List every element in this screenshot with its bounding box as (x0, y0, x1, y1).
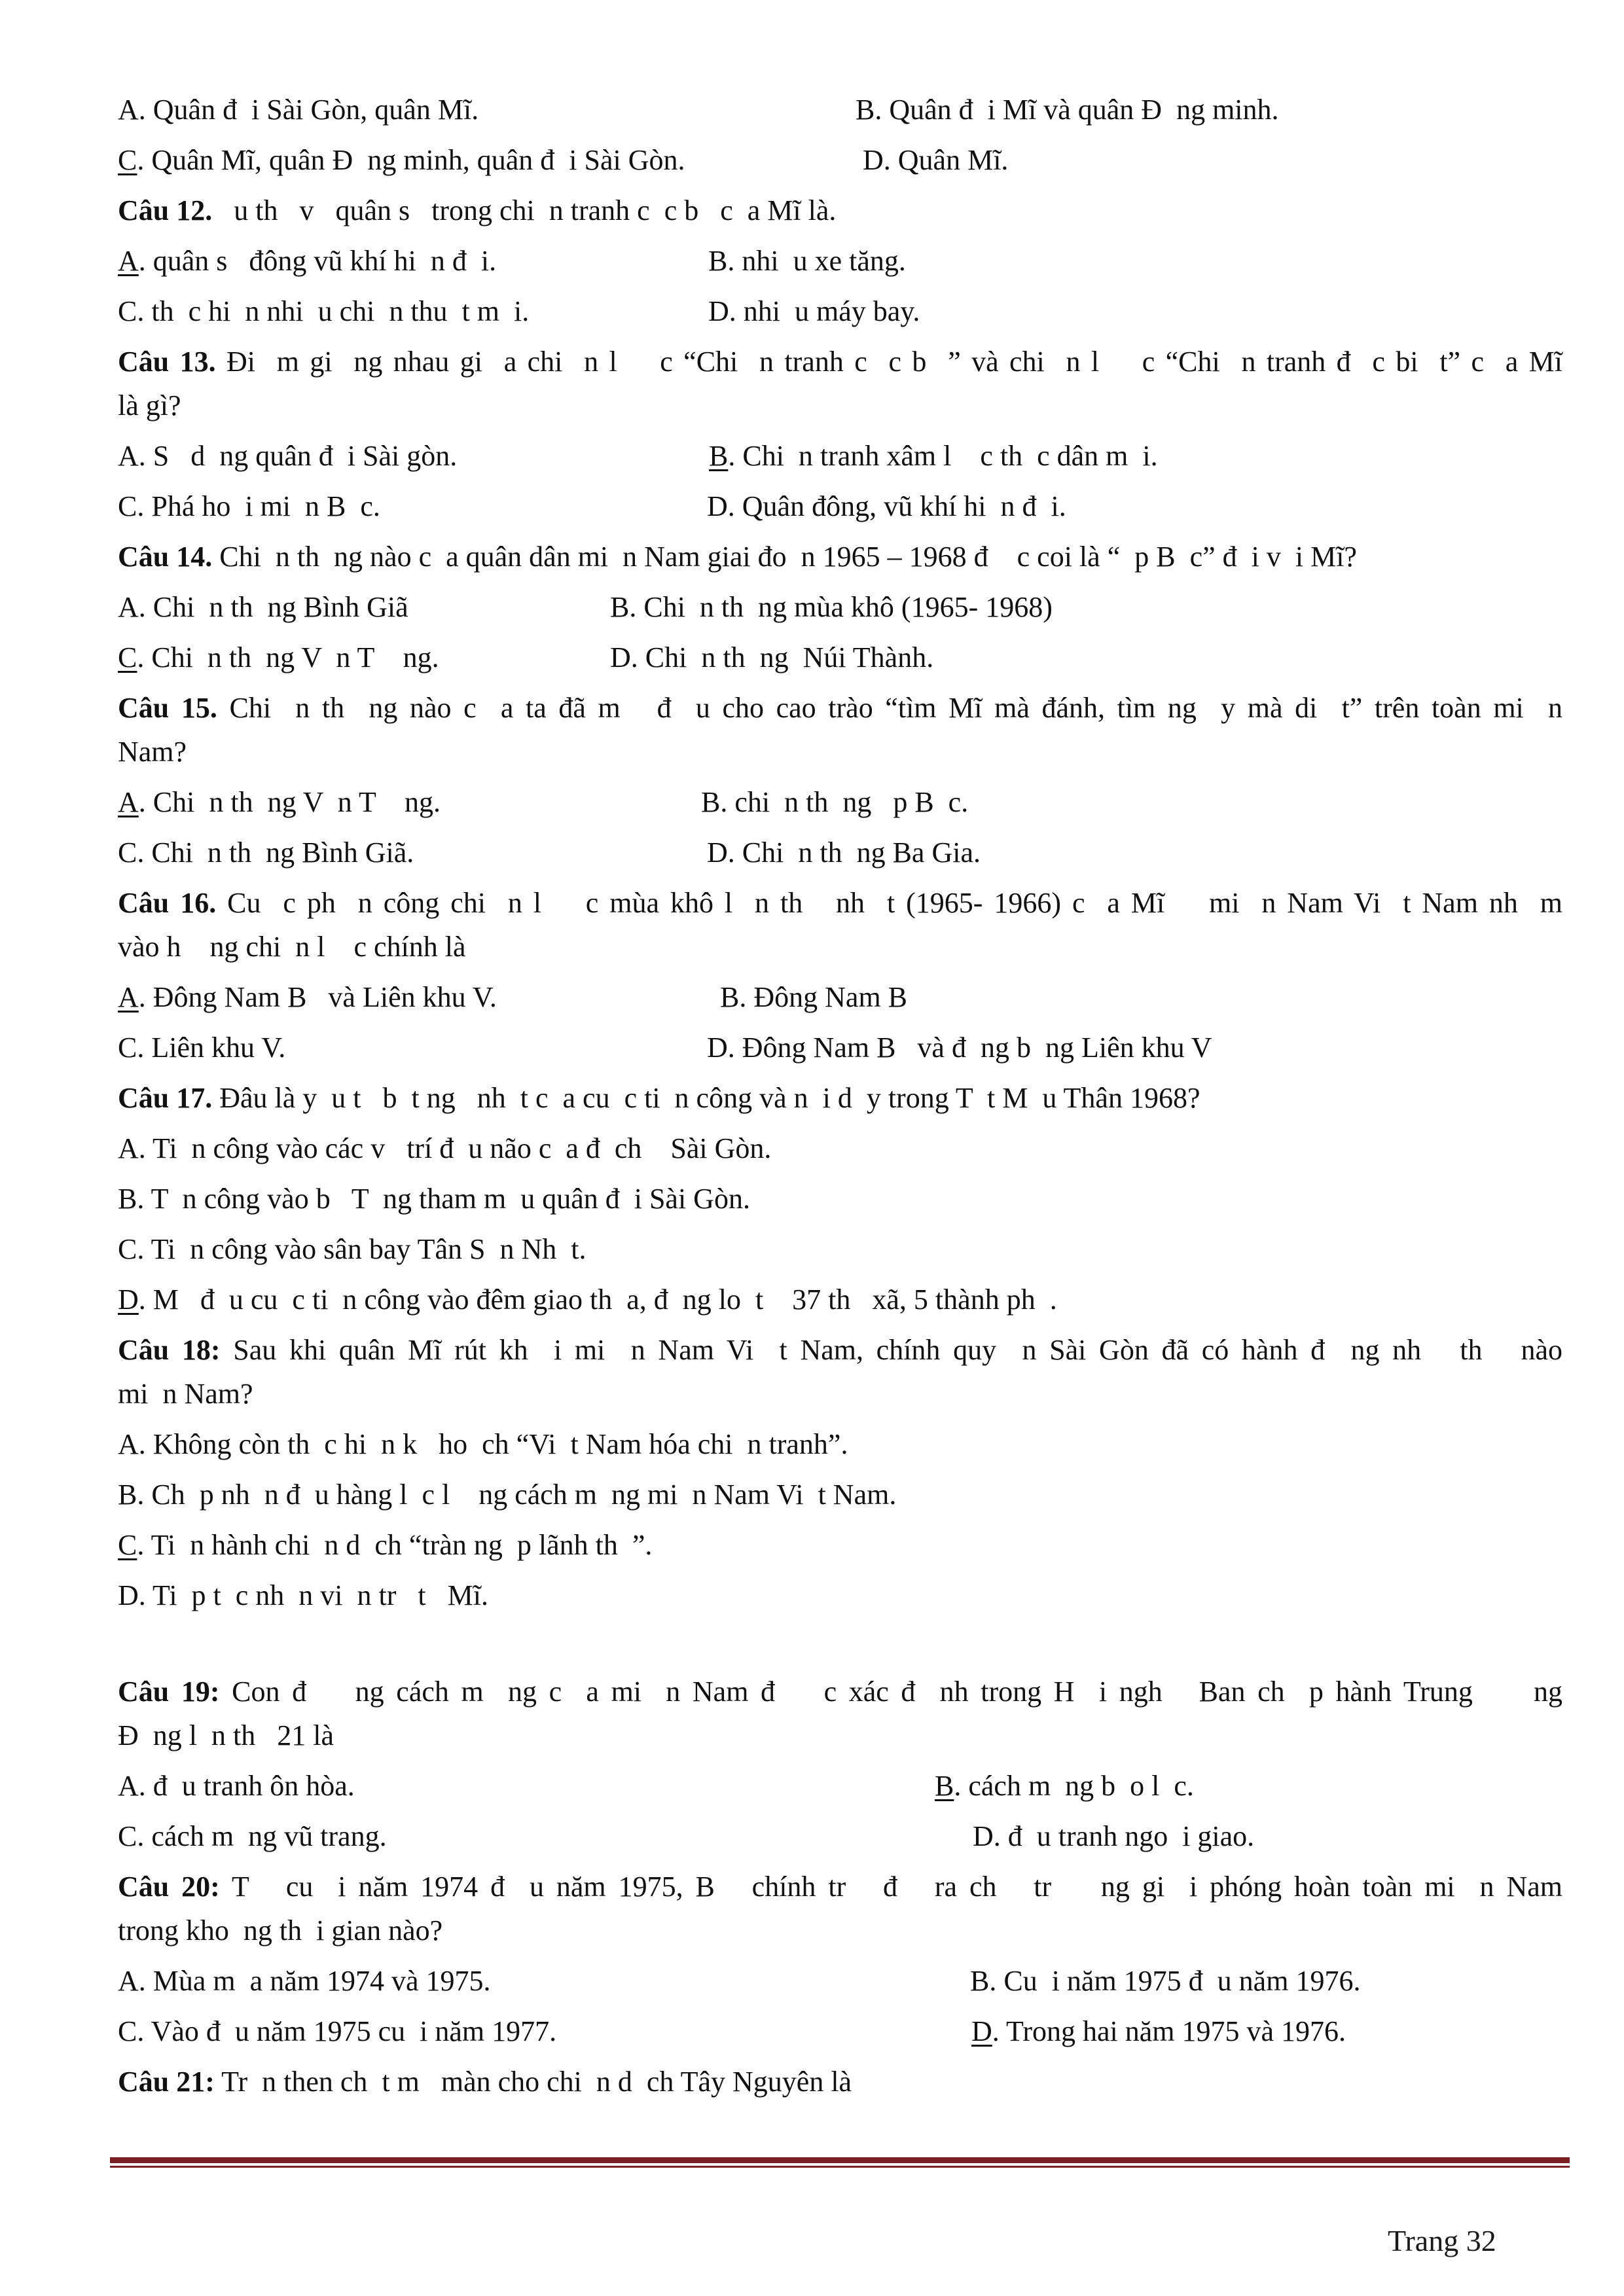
option-b (118, 1177, 750, 1221)
option-c (118, 1814, 973, 1858)
question-label: Câu 16. (118, 887, 217, 919)
question-text: Cu c ph n công chi n l c mùa khô l n th nh t (1965- 1966) c a Mĩ mi n Nam Vi t Nam nh m (227, 887, 1563, 919)
option-c (118, 138, 863, 182)
option-c (118, 2009, 971, 2053)
option-text: . cách m ng b o l c. (954, 1770, 1194, 1802)
option-b (970, 1959, 1360, 2003)
answer-row (118, 2009, 1562, 2053)
answer-row (118, 1227, 1562, 1271)
option-a (118, 975, 720, 1019)
option-text: . S d ng quân đ i Sài gòn. (138, 440, 458, 472)
option-text: . Vào đ u năm 1975 cu i năm 1977. (137, 2015, 557, 2047)
option-key: C (118, 836, 137, 869)
option-key: C (118, 295, 137, 327)
option-text: . Cu i năm 1975 đ u năm 1976. (989, 1965, 1361, 1997)
option-key: B (118, 1183, 137, 1215)
option-b (709, 434, 1158, 478)
option-d (707, 831, 981, 874)
option-b (701, 780, 968, 824)
option-b (856, 88, 1279, 132)
option-b (720, 975, 907, 1019)
option-key: B (970, 1965, 990, 1997)
option-d (610, 636, 933, 679)
question-line (118, 1670, 1562, 1713)
question-line (118, 1372, 1562, 1416)
option-key: A (118, 591, 139, 623)
answer-row (118, 289, 1562, 333)
option-c (118, 636, 610, 679)
option-b (118, 1473, 896, 1516)
question-text: u th v quân s trong chi n tranh c c b c a Mĩ là. (219, 194, 837, 226)
option-text: . T n công vào b T ng tham m u quân đ i Sài Gòn. (137, 1183, 750, 1215)
option-a (118, 1959, 970, 2003)
option-key: D (118, 1579, 139, 1611)
question-18 (118, 1328, 1562, 1416)
option-c (118, 484, 707, 528)
option-key: A (118, 1770, 139, 1802)
option-text: . Mùa m a năm 1974 và 1975. (138, 1965, 491, 1997)
option-text: . Chi n th ng V n T ng. (137, 641, 439, 673)
option-a (118, 88, 856, 132)
option-text: . quân s đông vũ khí hi n đ i. (138, 245, 497, 277)
answer-row (118, 1177, 1562, 1221)
question-label: Câu 19: (118, 1676, 220, 1708)
answer-row (118, 1523, 1562, 1567)
option-key: C (118, 1529, 137, 1561)
option-text: . Quân đ i Sài Gòn, quân Mĩ. (138, 94, 479, 126)
footer-rule (110, 2157, 1570, 2163)
option-a (118, 239, 708, 283)
question-line (118, 925, 1562, 969)
question-20 (118, 1865, 1562, 1952)
option-key: B (708, 245, 728, 277)
question-text: Đâu là y u t b t ng nh t c a cu c ti n công và n i d y trong T t M u Thân 1968? (219, 1082, 1200, 1114)
option-text: . Liên khu V. (137, 1031, 286, 1064)
option-key: D (707, 836, 728, 869)
question-16 (118, 881, 1562, 969)
option-key: C (118, 2015, 137, 2047)
option-key: B (720, 981, 740, 1013)
page-number: Trang 32 (1388, 2224, 1496, 2257)
option-key: A (118, 245, 139, 277)
question-label: Câu 17. (118, 1082, 213, 1114)
question-line (118, 1909, 1562, 1952)
option-b (708, 239, 906, 283)
option-key: B (610, 591, 630, 623)
option-text: . đ u tranh ôn hòa. (138, 1770, 355, 1802)
question-line (118, 730, 1562, 774)
footer-rule-thin (110, 2166, 1570, 2168)
option-d (863, 138, 1008, 182)
question-label: Câu 13. (118, 346, 216, 378)
option-key: D (707, 490, 728, 522)
option-a (118, 585, 610, 629)
option-text: . Quân đông, vũ khí hi n đ i. (727, 490, 1066, 522)
answer-row (118, 239, 1562, 283)
document-body (118, 88, 1562, 2110)
option-key: D (973, 1820, 994, 1852)
question-13 (118, 340, 1562, 427)
question-line (118, 535, 1562, 579)
option-text: . Chi n th ng V n T ng. (138, 786, 441, 818)
option-key: D (610, 641, 631, 673)
answer-row (118, 1422, 1562, 1466)
question-line (118, 2060, 1562, 2104)
option-key: C (118, 1233, 137, 1265)
question-line (118, 686, 1562, 730)
option-c (118, 1227, 586, 1271)
option-key: D (707, 1031, 728, 1064)
option-d (118, 1278, 1057, 1321)
question-text: Con đ ng cách m ng c a mi n Nam đ c xác đ nh trong H i ngh Ban ch p hành Trung ng (232, 1676, 1562, 1708)
option-key: D (708, 295, 729, 327)
question-label: Câu 15. (118, 692, 217, 724)
option-key: D (971, 2015, 992, 2047)
question-21 (118, 2060, 1562, 2104)
question-text: Nam? (118, 736, 187, 768)
question-line (118, 340, 1562, 384)
option-key: C (118, 641, 137, 673)
question-text: trong kho ng th i gian nào? (118, 1914, 443, 1946)
question-12 (118, 188, 1562, 232)
option-text: . Quân Mĩ. (883, 144, 1009, 176)
answer-row (118, 780, 1562, 824)
answer-row (118, 975, 1562, 1019)
option-text: . Đông Nam B và đ ng b ng Liên khu V (727, 1031, 1212, 1064)
option-d (707, 484, 1066, 528)
question-text: là gì? (118, 389, 181, 422)
option-text: . Ti n công vào sân bay Tân S n Nh t. (137, 1233, 586, 1265)
option-text: . Trong hai năm 1975 và 1976. (992, 2015, 1346, 2047)
option-d (973, 1814, 1254, 1858)
option-c (118, 831, 707, 874)
option-text: . Phá ho i mi n B c. (137, 490, 380, 522)
option-text: . Ch p nh n đ u hàng l c l ng cách m ng mi n Nam Vi t Nam. (137, 1479, 897, 1511)
option-key: A (118, 1132, 139, 1164)
option-key: A (118, 981, 139, 1013)
option-d (708, 289, 920, 333)
question-line (118, 188, 1562, 232)
option-key: C (118, 1820, 137, 1852)
option-key: B (118, 1479, 137, 1511)
answer-row (118, 831, 1562, 874)
answer-row (118, 138, 1562, 182)
answer-row (118, 1126, 1562, 1170)
answer-row (118, 636, 1562, 679)
option-key: A (118, 440, 139, 472)
question-text: Đ ng l n th 21 là (118, 1719, 334, 1751)
option-key: D (863, 144, 884, 176)
question-label: Câu 21: (118, 2066, 215, 2098)
option-key: C (118, 490, 137, 522)
option-key: B (856, 94, 875, 126)
option-text: . Không còn th c hi n k ho ch “Vi t Nam hóa chi n tranh”. (138, 1428, 848, 1460)
option-key: A (118, 94, 139, 126)
answer-row (118, 1573, 1562, 1617)
option-d (707, 1026, 1212, 1069)
answer-row (118, 1814, 1562, 1858)
option-a (118, 434, 709, 478)
option-text: . Chi n th ng mùa khô (1965- 1968) (629, 591, 1053, 623)
question-label: Câu 12. (118, 194, 213, 226)
option-b (610, 585, 1053, 629)
question-text: Sau khi quân Mĩ rút kh i mi n Nam Vi t Nam, chính quy n Sài Gòn đã có hành đ ng nh th nào (233, 1334, 1563, 1366)
answer-row (118, 1473, 1562, 1516)
option-text: . Chi n th ng Núi Thành. (630, 641, 934, 673)
question-text: mi n Nam? (118, 1378, 253, 1410)
question-text: vào h ng chi n l c chính là (118, 931, 466, 963)
option-key: D (118, 1283, 139, 1316)
question-text: T cu i năm 1974 đ u năm 1975, B chính tr đ ra ch tr ng gi i phóng hoàn toàn mi n Nam (232, 1871, 1562, 1903)
option-text: . Đông Nam B (739, 981, 908, 1013)
option-c (118, 1523, 652, 1567)
option-text: . th c hi n nhi u chi n thu t m i. (137, 295, 530, 327)
question-text: Tr n then ch t m màn cho chi n d ch Tây Nguyên là (221, 2066, 852, 2098)
option-b (935, 1764, 1194, 1808)
option-key: A (118, 786, 139, 818)
question-line (118, 384, 1562, 427)
option-text: . Chi n th ng Bình Giã. (137, 836, 414, 869)
option-text: . nhi u xe tăng. (727, 245, 906, 277)
option-text: . Ti n công vào các v trí đ u não c a đ ch Sài Gòn. (138, 1132, 772, 1164)
question-line (118, 1328, 1562, 1372)
answer-row (118, 1764, 1562, 1808)
option-key: B (701, 786, 721, 818)
option-text: . Chi n th ng Bình Giã (138, 591, 408, 623)
option-key: A (118, 1428, 139, 1460)
question-line (118, 1865, 1562, 1909)
answer-row (118, 88, 1562, 132)
option-key: C (118, 144, 137, 176)
option-c (118, 289, 708, 333)
question-label: Câu 14. (118, 541, 213, 573)
option-a (118, 1764, 935, 1808)
option-a (118, 1422, 848, 1466)
question-line (118, 881, 1562, 925)
question-text: Chi n th ng nào c a quân dân mi n Nam giai đo n 1965 – 1968 đ c coi là “ p B c” đ i v i Mĩ? (219, 541, 1357, 573)
option-text: . Quân đ i Mĩ và quân Đ ng minh. (875, 94, 1279, 126)
option-d (118, 1573, 488, 1617)
option-text: . M đ u cu c ti n công vào đêm giao th a, đ ng lo t 37 th xã, 5 thành ph . (138, 1283, 1057, 1316)
option-key: B (935, 1770, 954, 1802)
answer-row (118, 1959, 1562, 2003)
option-text: . Quân Mĩ, quân Đ ng minh, quân đ i Sài Gòn. (137, 144, 685, 176)
option-a (118, 780, 701, 824)
question-text: Đi m gi ng nhau gi a chi n l c “Chi n tranh c c b ” và chi n l c “Chi n tranh đ c bi t” c a Mĩ (226, 346, 1563, 378)
option-c (118, 1026, 707, 1069)
question-19 (118, 1670, 1562, 1757)
option-text: . Chi n tranh xâm l c th c dân m i. (728, 440, 1158, 472)
question-label: Câu 20: (118, 1871, 220, 1903)
option-text: . đ u tranh ngo i giao. (993, 1820, 1255, 1852)
option-text: . Ti n hành chi n d ch “tràn ng p lãnh th ”. (137, 1529, 653, 1561)
option-text: . chi n th ng p B c. (720, 786, 969, 818)
option-a (118, 1126, 771, 1170)
question-14 (118, 535, 1562, 579)
question-label: Câu 18: (118, 1334, 221, 1366)
answer-row (118, 1278, 1562, 1321)
question-line (118, 1076, 1562, 1120)
option-text: . nhi u máy bay. (729, 295, 920, 327)
answer-row (118, 484, 1562, 528)
option-key: B (709, 440, 729, 472)
answer-row (118, 1026, 1562, 1069)
answer-row (118, 585, 1562, 629)
option-text: . Đông Nam B và Liên khu V. (138, 981, 497, 1013)
option-text: . Ti p t c nh n vi n tr t Mĩ. (138, 1579, 488, 1611)
question-text: Chi n th ng nào c a ta đã m đ u cho cao trào “tìm Mĩ mà đánh, tìm ng y mà di t” trên toàn mi n (229, 692, 1563, 724)
answer-row (118, 434, 1562, 478)
option-key: C (118, 1031, 137, 1064)
question-17 (118, 1076, 1562, 1120)
option-text: . cách m ng vũ trang. (137, 1820, 387, 1852)
option-text: . Chi n th ng Ba Gia. (727, 836, 981, 869)
option-d (971, 2009, 1346, 2053)
question-15 (118, 686, 1562, 774)
question-line (118, 1713, 1562, 1757)
option-key: A (118, 1965, 139, 1997)
